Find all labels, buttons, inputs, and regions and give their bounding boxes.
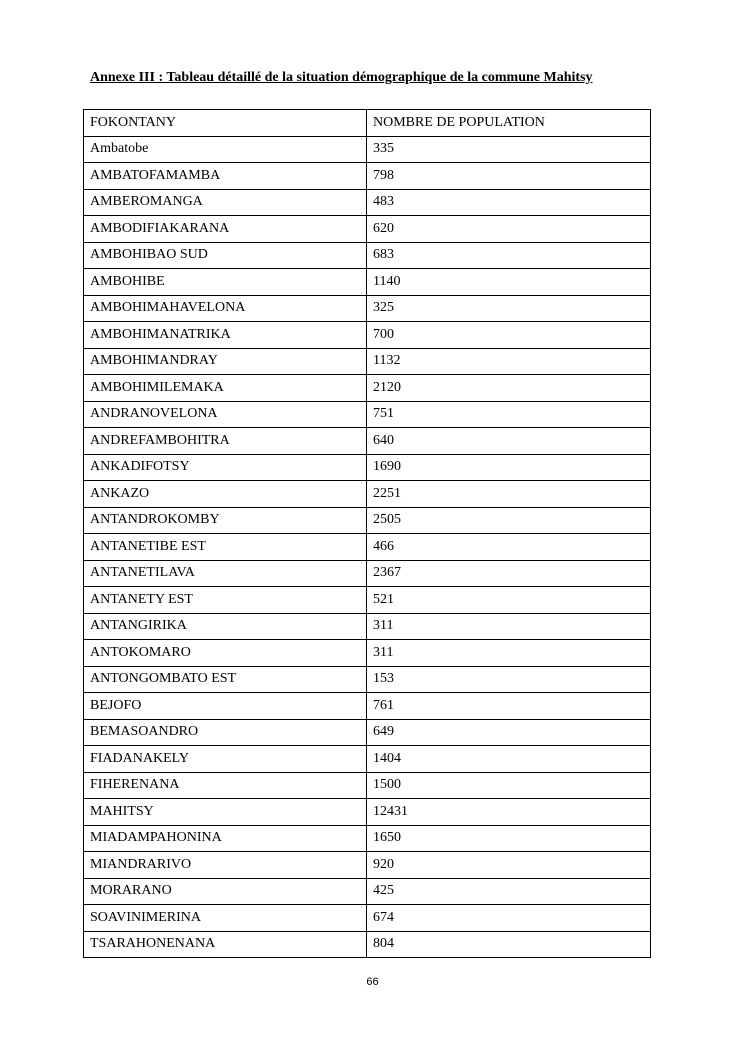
- fokontany-cell: ANKADIFOTSY: [84, 454, 367, 481]
- fokontany-cell: ANTANETY EST: [84, 587, 367, 614]
- population-cell: 311: [367, 640, 651, 667]
- fokontany-cell: FIADANAKELY: [84, 746, 367, 773]
- population-cell: 325: [367, 295, 651, 322]
- table-row: [84, 931, 651, 958]
- population-cell: 153: [367, 666, 651, 693]
- fokontany-cell: TSARAHONENANA: [84, 931, 367, 958]
- fokontany-cell: MORARANO: [84, 878, 367, 905]
- table-row: [84, 693, 651, 720]
- population-cell: 761: [367, 693, 651, 720]
- population-cell: 798: [367, 163, 651, 190]
- fokontany-cell: MIADAMPAHONINA: [84, 825, 367, 852]
- table-row: [84, 560, 651, 587]
- population-cell: 674: [367, 905, 651, 932]
- table-row: [84, 666, 651, 693]
- fokontany-cell: BEJOFO: [84, 693, 367, 720]
- table-row: [84, 322, 651, 349]
- table-row: [84, 269, 651, 296]
- fokontany-cell: AMBOHIMAHAVELONA: [84, 295, 367, 322]
- population-cell: 521: [367, 587, 651, 614]
- fokontany-cell: AMBOHIMILEMAKA: [84, 375, 367, 402]
- fokontany-cell: MIANDRARIVO: [84, 852, 367, 879]
- table-row: [84, 640, 651, 667]
- population-cell: 1404: [367, 746, 651, 773]
- header-fokontany: FOKONTANY: [84, 110, 367, 137]
- fokontany-cell: ANDRANOVELONA: [84, 401, 367, 428]
- population-cell: 804: [367, 931, 651, 958]
- fokontany-cell: ANKAZO: [84, 481, 367, 508]
- population-cell: 2251: [367, 481, 651, 508]
- table-body: [84, 136, 651, 958]
- table-row: [84, 401, 651, 428]
- fokontany-cell: ANTANGIRIKA: [84, 613, 367, 640]
- population-cell: 425: [367, 878, 651, 905]
- population-cell: 1500: [367, 772, 651, 799]
- table-row: [84, 852, 651, 879]
- table-header-row: [84, 110, 651, 137]
- table-row: [84, 216, 651, 243]
- population-cell: 620: [367, 216, 651, 243]
- table-row: [84, 534, 651, 561]
- fokontany-cell: MAHITSY: [84, 799, 367, 826]
- population-cell: 649: [367, 719, 651, 746]
- fokontany-cell: ANTONGOMBATO EST: [84, 666, 367, 693]
- table-row: [84, 163, 651, 190]
- population-cell: 751: [367, 401, 651, 428]
- population-cell: 466: [367, 534, 651, 561]
- population-cell: 1690: [367, 454, 651, 481]
- table-row: [84, 878, 651, 905]
- population-table: [83, 109, 651, 958]
- table-row: [84, 481, 651, 508]
- header-population: NOMBRE DE POPULATION: [367, 110, 651, 137]
- population-cell: 2120: [367, 375, 651, 402]
- fokontany-cell: SOAVINIMERINA: [84, 905, 367, 932]
- fokontany-cell: ANTANETILAVA: [84, 560, 367, 587]
- fokontany-cell: AMBOHIMANDRAY: [84, 348, 367, 375]
- fokontany-cell: AMBOHIBAO SUD: [84, 242, 367, 269]
- page-number: 66: [366, 976, 379, 988]
- population-cell: 335: [367, 136, 651, 163]
- fokontany-cell: ANTANDROKOMBY: [84, 507, 367, 534]
- population-cell: 683: [367, 242, 651, 269]
- table-row: [84, 454, 651, 481]
- population-cell: 311: [367, 613, 651, 640]
- fokontany-cell: BEMASOANDRO: [84, 719, 367, 746]
- table-row: [84, 189, 651, 216]
- table-row: [84, 799, 651, 826]
- page-title: Annexe III : Tableau détaillé de la situation démographique de la commune Mahitsy: [90, 70, 593, 85]
- fokontany-cell: FIHERENANA: [84, 772, 367, 799]
- population-cell: 1132: [367, 348, 651, 375]
- table-row: [84, 136, 651, 163]
- table-row: [84, 295, 651, 322]
- population-cell: 640: [367, 428, 651, 455]
- table-row: [84, 348, 651, 375]
- fokontany-cell: ANTOKOMARO: [84, 640, 367, 667]
- table-row: [84, 242, 651, 269]
- table-row: [84, 507, 651, 534]
- table-row: [84, 825, 651, 852]
- table-row: [84, 746, 651, 773]
- fokontany-cell: ANTANETIBE EST: [84, 534, 367, 561]
- population-cell: 700: [367, 322, 651, 349]
- fokontany-cell: AMBOHIBE: [84, 269, 367, 296]
- table-row: [84, 719, 651, 746]
- fokontany-cell: AMBODIFIAKARANA: [84, 216, 367, 243]
- fokontany-cell: AMBEROMANGA: [84, 189, 367, 216]
- table-row: [84, 375, 651, 402]
- table-row: [84, 905, 651, 932]
- table-row: [84, 428, 651, 455]
- fokontany-cell: Ambatobe: [84, 136, 367, 163]
- fokontany-cell: AMBATOFAMAMBA: [84, 163, 367, 190]
- population-cell: 1140: [367, 269, 651, 296]
- population-cell: 483: [367, 189, 651, 216]
- population-cell: 2505: [367, 507, 651, 534]
- table-row: [84, 772, 651, 799]
- table-row: [84, 613, 651, 640]
- fokontany-cell: AMBOHIMANATRIKA: [84, 322, 367, 349]
- population-cell: 12431: [367, 799, 651, 826]
- population-cell: 1650: [367, 825, 651, 852]
- table-row: [84, 587, 651, 614]
- population-cell: 2367: [367, 560, 651, 587]
- fokontany-cell: ANDREFAMBOHITRA: [84, 428, 367, 455]
- population-cell: 920: [367, 852, 651, 879]
